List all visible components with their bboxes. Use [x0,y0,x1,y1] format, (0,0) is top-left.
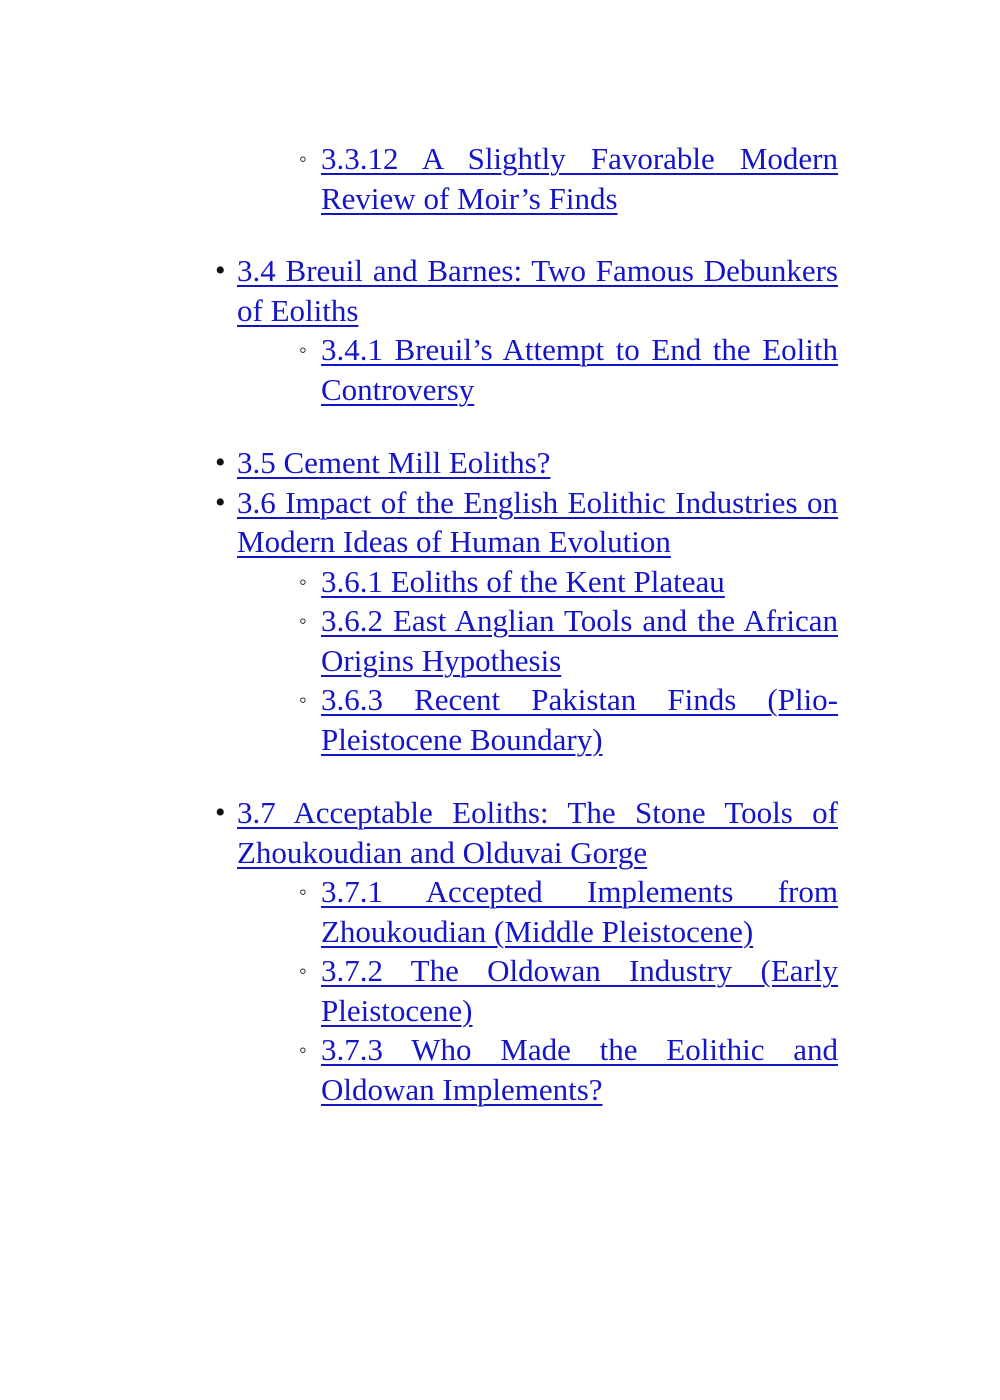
toc-link-3-6[interactable]: 3.6 Impact of the English Eolithic Industries on Modern Ideas of Human Evolution [237,484,838,559]
toc-entry-3-7-2 [299,951,838,1030]
toc-link-3-3-12[interactable]: 3.3.12 A Slightly Favorable Modern Review of Moir’s Finds [321,141,838,216]
toc-link-3-7[interactable]: 3.7 Acceptable Eoliths: The Stone Tools of Zhoukoudian and Olduvai Gorge [237,795,838,870]
toc-entry-3-4-1 [299,330,838,409]
hollow-bullet-icon: ◦ [299,1037,307,1062]
toc-link-3-4-1[interactable]: 3.4.1 Breuil’s Attempt to End the Eolith Controversy [321,332,838,407]
toc-block-4 [0,793,1000,1109]
hollow-bullet-icon: ◦ [299,879,307,904]
toc-block-1 [0,139,1000,218]
toc-link-3-6-3[interactable]: 3.6.3 Recent Pakistan Finds (Plio-Pleistocene Boundary) [321,682,838,757]
hollow-bullet-icon: ◦ [299,337,307,362]
toc-link-3-7-3[interactable]: 3.7.3 Who Made the Eolithic and Oldowan Implements? [321,1032,838,1107]
toc-entry-3-5 [215,443,838,483]
hollow-bullet-icon: ◦ [299,687,307,712]
toc-link-3-6-2[interactable]: 3.6.2 East Anglian Tools and the African Origins Hypothesis [321,603,838,678]
toc-link-3-6-1[interactable]: 3.6.1 Eoliths of the Kent Plateau [321,563,725,599]
solid-bullet-icon: • [215,485,226,519]
toc-link-3-4[interactable]: 3.4 Breuil and Barnes: Two Famous Debunkers of Eoliths [237,253,838,328]
toc-entry-3-7-1 [299,872,838,951]
hollow-bullet-icon: ◦ [299,958,307,983]
solid-bullet-icon: • [215,254,226,287]
toc-entry-3-6-1 [299,562,838,602]
solid-bullet-icon: • [215,796,226,829]
hollow-bullet-icon: ◦ [299,608,307,633]
toc-block-2 [0,251,1000,409]
toc-entry-3-7 [215,793,838,872]
toc-entry-3-3-12 [299,139,838,218]
toc-entry-3-4 [215,251,838,330]
toc-link-3-7-2[interactable]: 3.7.2 The Oldowan Industry (Early Pleistocene) [321,953,838,1028]
toc-entry-3-6-2 [299,601,838,680]
toc-entry-3-6 [215,483,838,562]
solid-bullet-icon: • [215,446,226,479]
toc-entry-3-6-3 [299,680,838,759]
hollow-bullet-icon: ◦ [299,568,307,594]
toc-block-3 [0,443,1000,759]
toc-link-3-5[interactable]: 3.5 Cement Mill Eoliths? [237,445,551,480]
toc-entry-3-7-3 [299,1030,838,1109]
toc-link-3-7-1[interactable]: 3.7.1 Accepted Implements from Zhoukoudian (Middle Pleistocene) [321,874,838,949]
hollow-bullet-icon: ◦ [299,146,307,171]
